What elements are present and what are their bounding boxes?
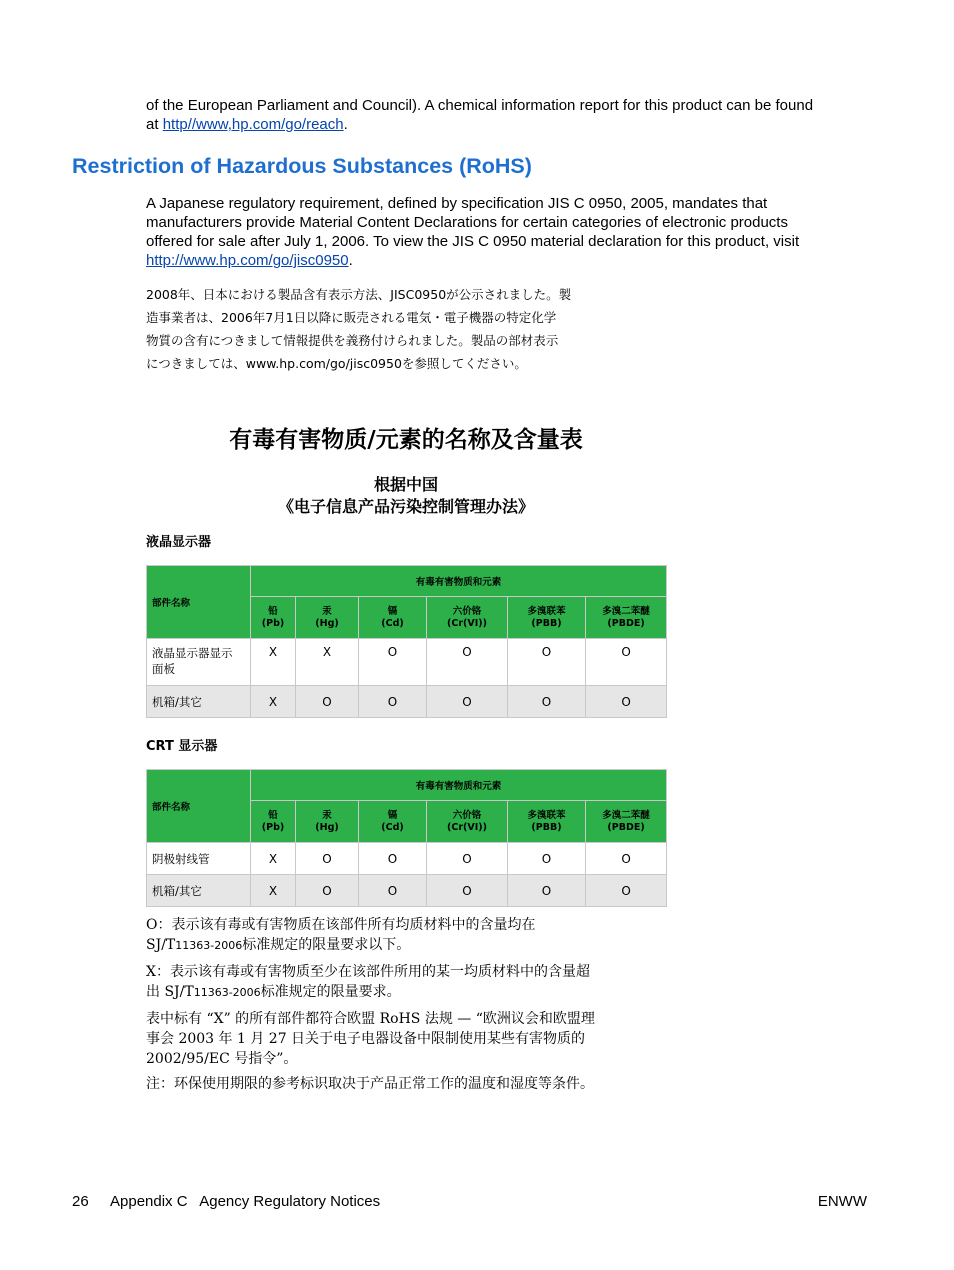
part-name-header: 部件名称 <box>147 566 251 639</box>
cell-value: O <box>508 686 586 718</box>
note-o <box>146 915 676 956</box>
table-header-row <box>147 770 667 801</box>
col-header-pbb: 多溴联苯 (PBB) <box>508 597 586 639</box>
cell-value: X <box>251 686 296 718</box>
row-name: 机箱/其它 <box>147 686 251 718</box>
note-x-line-1: X：表示该有毒或有害物质至少在该部件所用的某一均质材料中的含量超 <box>146 964 590 980</box>
row-name: 液晶显示器显示 面板 <box>147 639 251 686</box>
cell-value: O <box>586 875 667 907</box>
col-header-hg: 汞 (Hg) <box>296 801 359 843</box>
cell-value: O <box>427 843 508 875</box>
cell-value: O <box>359 686 427 718</box>
col-header-hg: 汞 (Hg) <box>296 597 359 639</box>
cell-value: X <box>296 639 359 686</box>
cell-value: X <box>251 875 296 907</box>
note-o-line-1: O：表示该有毒或有害物质在该部件所有均质材料中的含量均在 <box>146 917 536 933</box>
china-subtitle-2: 《电子信息产品污染控制管理办法》 <box>277 497 534 516</box>
note-x-line-2: 出 SJ/T11363-2006标准规定的限量要求。 <box>146 984 401 1000</box>
col-header-cr6: 六价铬 (Cr(VI)) <box>427 801 508 843</box>
row-name: 阴极射线管 <box>147 843 251 875</box>
note-table-line-2: 事会 2003 年 1 月 27 日关于电子电器设备中限制使用某些有害物质的 <box>146 1031 586 1047</box>
footer-section: Appendix C Agency Regulatory Notices <box>110 1193 381 1210</box>
substances-group-header: 有毒有害物质和元素 <box>251 770 667 801</box>
cell-value: O <box>508 639 586 686</box>
note-table-line-3: 2002/95/EC 号指令”。 <box>146 1051 298 1067</box>
row-name: 机箱/其它 <box>147 875 251 907</box>
china-subtitle-1: 根据中国 <box>373 475 438 494</box>
rohs-line-2: manufacturers provide Material Content Declarations for certain categories of electronic products <box>146 214 788 231</box>
col-header-pbde: 多溴二苯醚 (PBDE) <box>586 801 667 843</box>
lcd-hazard-table <box>146 565 667 718</box>
crt-section-label: CRT 显示器 <box>146 739 218 754</box>
cell-value: O <box>296 875 359 907</box>
jp-line-2: 造事業者は、2006年7月1日以降に販売される電気・電子機器の特定化学 <box>146 310 557 325</box>
table-row <box>147 686 667 718</box>
china-table-title: 有毒有害物质/元素的名称及含量表 <box>229 427 583 453</box>
col-header-pb: 铅 (Pb) <box>251 801 296 843</box>
table-row <box>147 875 667 907</box>
col-header-cd: 镉 (Cd) <box>359 801 427 843</box>
cell-value: X <box>251 639 296 686</box>
col-header-pbb: 多溴联苯 (PBB) <box>508 801 586 843</box>
cell-value: O <box>427 686 508 718</box>
col-header-pbde: 多溴二苯醚 (PBDE) <box>586 597 667 639</box>
intro-line-2-suffix: . <box>343 116 348 133</box>
cell-value: O <box>427 639 508 686</box>
cell-value: O <box>296 686 359 718</box>
page-number: 26 <box>72 1193 89 1210</box>
reach-link[interactable]: http//www,hp.com/go/reach <box>162 116 344 133</box>
rohs-line-4 <box>146 251 886 270</box>
intro-line-1: of the European Parliament and Council). A chemical information report for this product can be found <box>146 97 814 114</box>
crt-hazard-table <box>146 769 667 907</box>
japanese-paragraph <box>146 283 616 375</box>
cell-value: O <box>427 875 508 907</box>
footer-right: ENWW <box>817 1193 867 1210</box>
col-header-cd: 镉 (Cd) <box>359 597 427 639</box>
jp-line-3: 物質の含有につきまして情報提供を義務付けられました。製品の部材表示 <box>146 333 559 348</box>
intro-paragraph <box>146 96 886 134</box>
jisc-link-suffix: . <box>348 252 353 269</box>
cell-value: O <box>508 875 586 907</box>
intro-line-2-prefix: at <box>146 116 163 133</box>
cell-value: O <box>586 686 667 718</box>
cell-value: O <box>586 843 667 875</box>
rohs-heading: Restriction of Hazardous Substances (RoHS) <box>72 154 532 178</box>
table-row <box>147 639 667 686</box>
col-header-cr6: 六价铬 (Cr(VI)) <box>427 597 508 639</box>
cell-value: O <box>359 875 427 907</box>
jp-line-4: につきましては、www.hp.com/go/jisc0950を参照してください。 <box>146 356 527 371</box>
note-table <box>146 1009 676 1069</box>
table-row <box>147 843 667 875</box>
jp-line-1: 2008年、日本における製品含有表示方法、JISC0950が公示されました。製 <box>146 287 572 302</box>
substances-group-header: 有毒有害物质和元素 <box>251 566 667 597</box>
rohs-line-3: offered for sale after July 1, 2006. To view the JIS C 0950 material declaration for this product, visit <box>146 233 800 250</box>
cell-value: O <box>359 843 427 875</box>
cell-value: O <box>508 843 586 875</box>
note-env: 注：环保使用期限的参考标识取决于产品正常工作的温度和湿度等条件。 <box>146 1076 594 1092</box>
table-header-row <box>147 566 667 597</box>
note-x <box>146 962 676 1003</box>
cell-value: O <box>586 639 667 686</box>
cell-value: X <box>251 843 296 875</box>
cell-value: O <box>359 639 427 686</box>
intro-line-2 <box>146 115 886 134</box>
rohs-paragraph <box>146 194 886 270</box>
lcd-section-label: 液晶显示器 <box>146 535 212 550</box>
note-table-line-1: 表中标有 “X” 的所有部件都符合欧盟 RoHS 法规 — “欧洲议会和欧盟理 <box>146 1011 595 1027</box>
cell-value: O <box>296 843 359 875</box>
note-o-line-2: SJ/T11363-2006标准规定的限量要求以下。 <box>146 937 411 953</box>
part-name-header: 部件名称 <box>147 770 251 843</box>
jisc-link[interactable]: http://www.hp.com/go/jisc0950 <box>146 252 349 269</box>
rohs-line-1: A Japanese regulatory requirement, defined by specification JIS C 0950, 2005, mandates that <box>146 195 768 212</box>
col-header-pb: 铅 (Pb) <box>251 597 296 639</box>
